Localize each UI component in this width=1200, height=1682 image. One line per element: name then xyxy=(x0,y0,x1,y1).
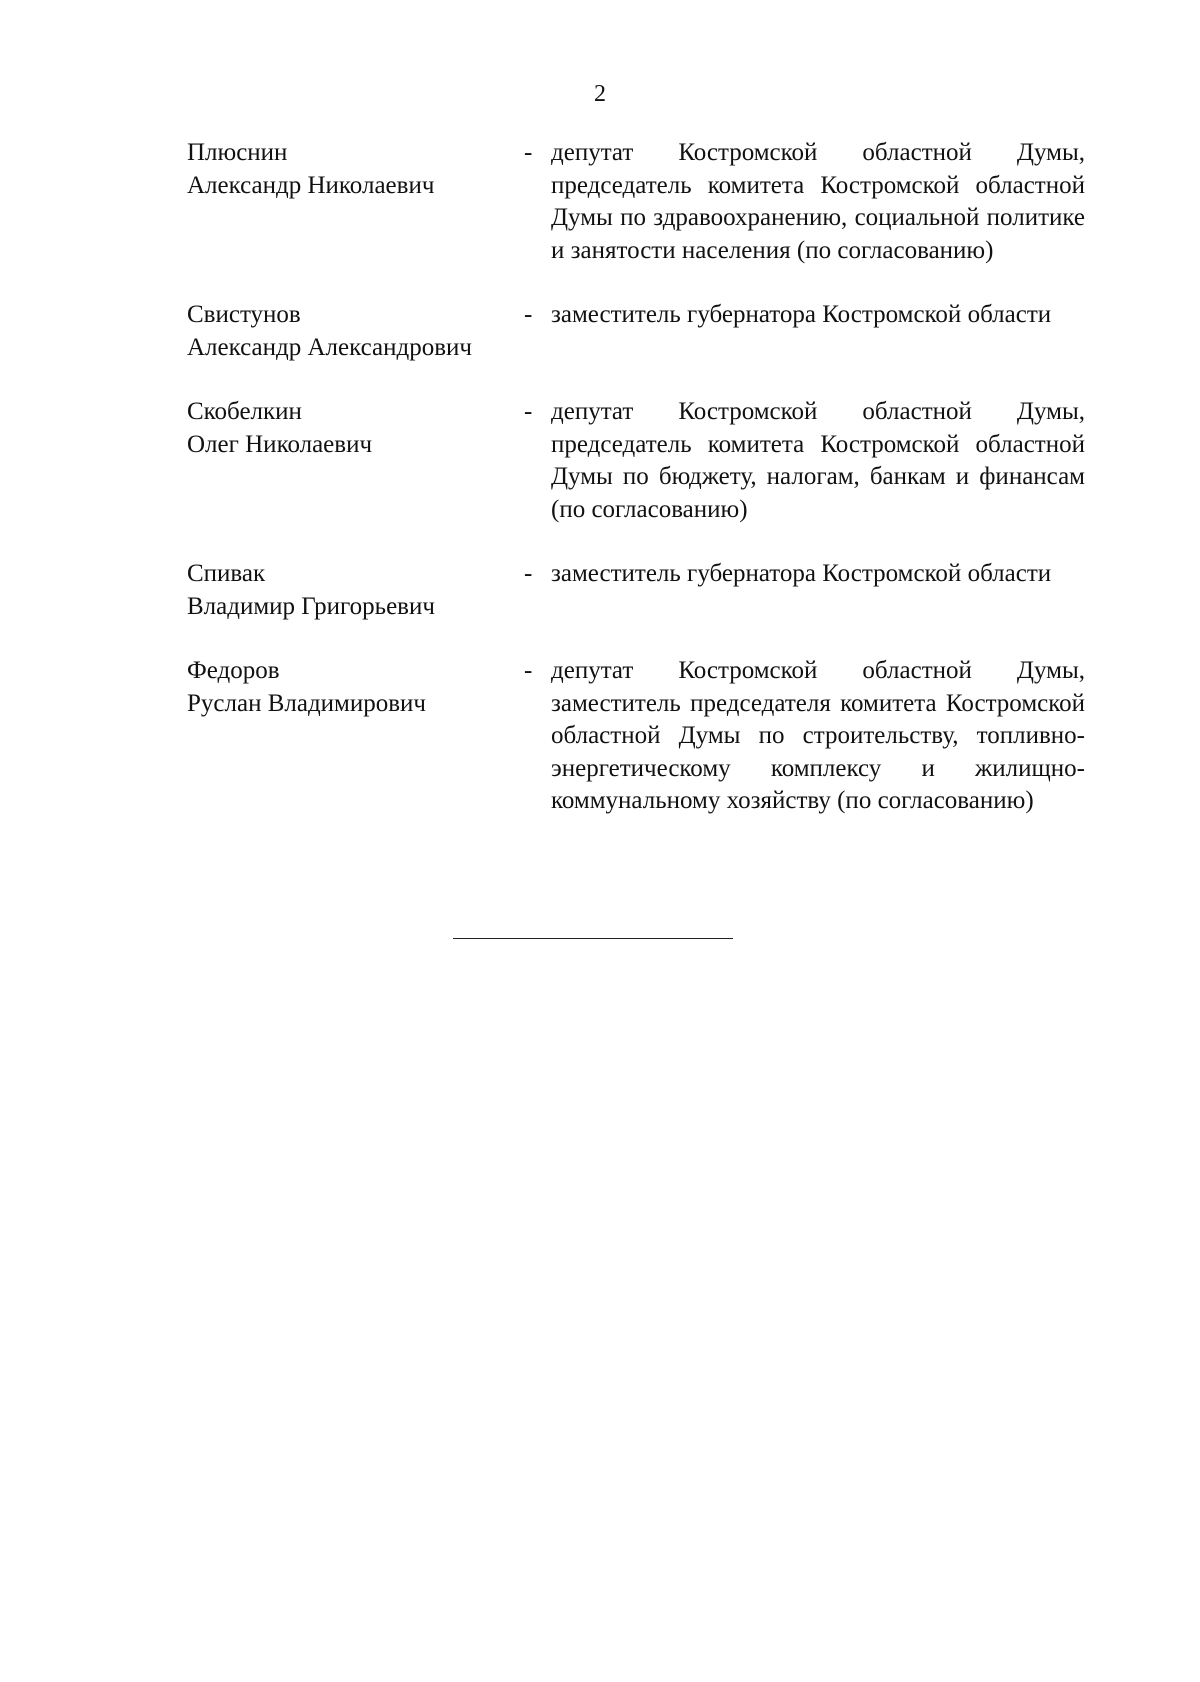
member-list xyxy=(187,137,1097,850)
member-given-names: Руслан Владимирович xyxy=(187,689,427,717)
member-entry xyxy=(187,299,1097,364)
member-surname: Свистунов xyxy=(187,301,301,328)
member-given-names: Владимир Григорьевич xyxy=(187,592,435,620)
end-of-list-rule xyxy=(453,938,733,939)
member-position: депутат Костромской областной Думы, председатель комитета Костромской областной Думы по бюджету, налогам, банкам и финансам (по согласованию) xyxy=(551,398,1085,523)
member-position: депутат Костромской областной Думы, председатель комитета Костромской областной Думы по здравоохранению, социальной политике и занятости населения (по согласованию) xyxy=(551,139,1085,264)
member-name xyxy=(187,396,524,461)
member-entry xyxy=(187,396,1097,526)
member-given-names: Александр Александрович xyxy=(187,333,472,361)
member-given-names: Александр Николаевич xyxy=(187,171,435,199)
member-position: депутат Костромской областной Думы, заместитель председателя комитета Костромской областной Думы по строительству, топливно-энергетическому комплексу и жилищно-коммунальному хозяйству (по согласованию) xyxy=(551,657,1085,814)
dash-separator: - xyxy=(524,657,533,684)
member-surname: Спивак xyxy=(187,560,266,587)
member-position: заместитель губернатора Костромской области xyxy=(551,560,1052,587)
dash-separator: - xyxy=(524,139,533,166)
member-position: заместитель губернатора Костромской области xyxy=(551,301,1052,328)
member-entry xyxy=(187,655,1097,818)
member-surname: Скобелкин xyxy=(187,398,302,425)
member-name xyxy=(187,299,524,364)
dash-separator: - xyxy=(524,301,533,328)
member-name xyxy=(187,655,524,720)
member-entry xyxy=(187,558,1097,623)
member-given-names: Олег Николаевич xyxy=(187,430,373,458)
member-surname: Федоров xyxy=(187,657,280,684)
page-number: 2 xyxy=(594,81,606,107)
member-entry xyxy=(187,137,1097,267)
dash-separator: - xyxy=(524,398,533,425)
member-name xyxy=(187,558,524,623)
member-name xyxy=(187,137,524,202)
dash-separator: - xyxy=(524,560,533,587)
member-surname: Плюснин xyxy=(187,139,288,166)
